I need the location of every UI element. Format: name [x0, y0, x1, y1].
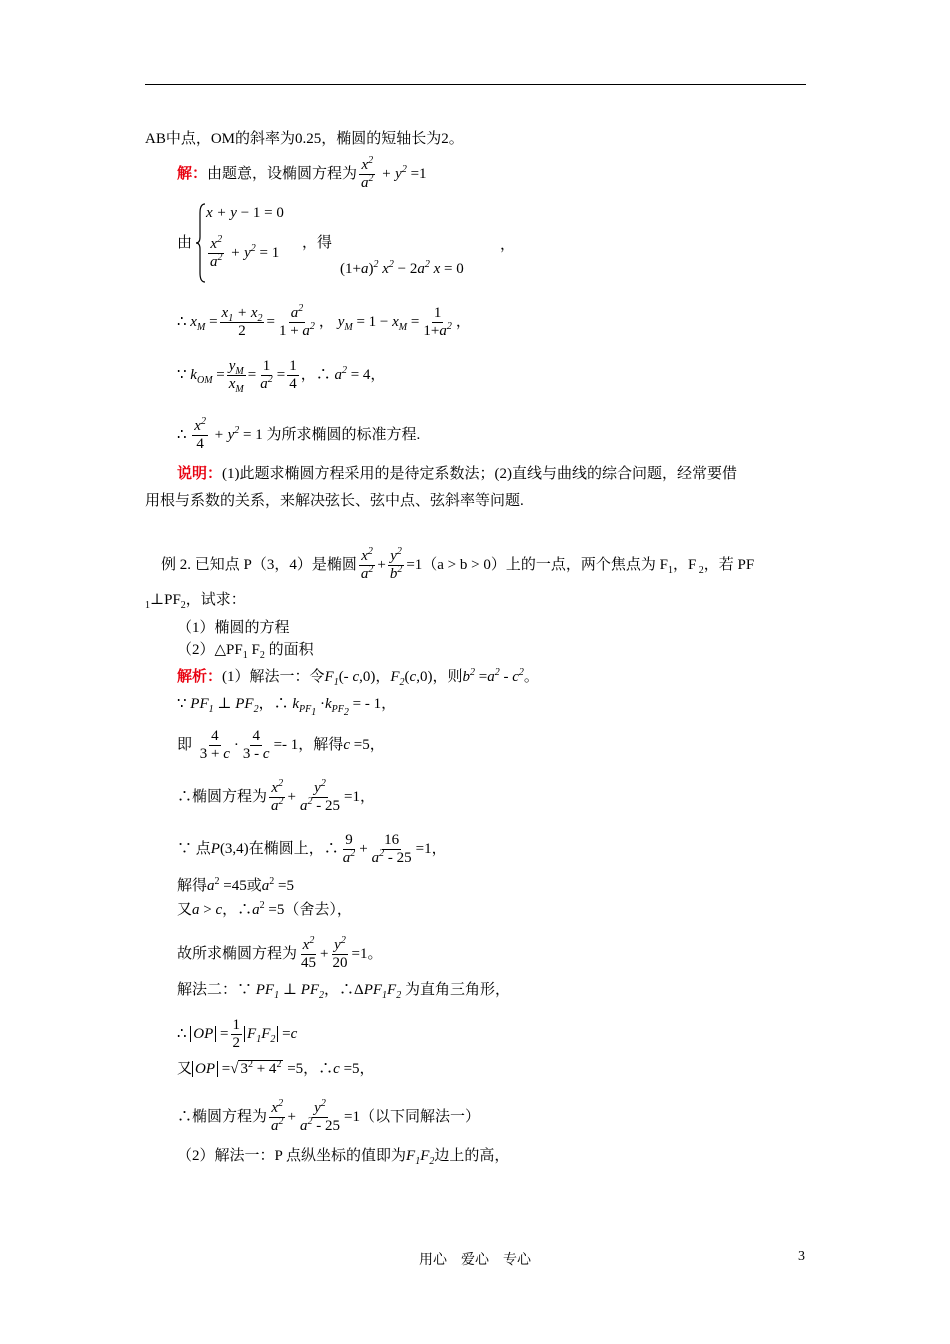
analysis-line: 解析：(1）解法一：令$F_1(-$ c,0)，$F_2(c,0)$，则$b^2 =a^2 - c^2$。 [177, 667, 539, 688]
intro-line: AB中点，OM的斜率为0.25，椭圆的短轴长为2。 [145, 131, 464, 147]
same-as-text: （以下同解法一） [359, 1109, 480, 1126]
on-ellipse-text: 在椭圆上，∴ [248, 841, 339, 858]
you-label: 又 [177, 902, 193, 918]
header-rule [145, 84, 806, 85]
std-equation-text: 为所求椭圆的标准方程. [266, 427, 421, 444]
example-2-line: 例 2. 已知点 P（3，4）是椭圆 $\frac{x^2}{a^2}$ + $\frac{y^2}{b^2}$ =1（a > b > 0）上的一点，两个焦点为 $F_1$，F $_2$，若 PF [161, 546, 755, 583]
system-eq-2: $\frac{x^2}{a^2}$ + $y^2 = 1$ [210, 234, 280, 271]
system-brace [196, 203, 206, 283]
question-1: （1）椭圆的方程 [177, 620, 290, 636]
op-half-line: ∴ OP = $\frac{1}{2}$ $F_1F_2 =c$ [177, 1017, 298, 1052]
analysis-text: (1）解法一：令 [222, 669, 325, 685]
method-2-label: 解法二：∵ [177, 982, 253, 998]
solution-text: 由题意，设椭圆方程为 [207, 166, 358, 183]
then-text: ，则 [432, 669, 463, 685]
part-2-tail: 边上的高， [434, 1148, 510, 1164]
system-eq-1: x + y − 1 = 0 [206, 205, 284, 221]
de-label: ，得 [302, 235, 333, 251]
jiede-label: 解得 [177, 878, 208, 894]
jiede-line: 解得$a^2 =45$或$a^2 =5$ [177, 876, 294, 894]
discard-text: （舍去）， [284, 902, 352, 918]
ji-label: 即 [177, 737, 193, 754]
part-2-text: （2）解法一：P 点纵坐标的值即为 [177, 1148, 407, 1164]
final-eq-line: 故所求椭圆方程为 $\frac{x^2}{45}$ + $\frac{y^2}{20}$ =1。 [177, 935, 383, 972]
std-equation: ∴ $\frac{x^2}{4}$ + $y^2 = 1$ 为所求椭圆的标准方程. [177, 416, 421, 453]
example-2-condition: =1（a > b > 0）上的一点，两个焦点为 F [406, 557, 668, 574]
note-line-2: 用根与系数的关系，来解决弦长、弦中点、弦斜率等问题. [145, 493, 524, 509]
op-sqrt-line: 又 OP =√ $3^2 + 4^2 =5$，∴c =5， [177, 1059, 375, 1077]
ellipse-fraction: $\frac{x^2}{a^2}$ [361, 155, 374, 192]
slope-equation: ∵ $k_{OM}$ = $\frac{y_M}{x_M}$ = $\frac{1}{a^2}$ = $\frac{1}{4}$ ，∴ $a^2 = 4$， [177, 358, 386, 396]
quadratic-eq: $(1+a)^2$ $x^2 - 2a^2$ x = 0 [340, 259, 464, 277]
xm-equation: ∴ $x_M$ = $\frac{x_1 + x_2}{2}$ = $\frac{a^2}{1 + a^2}$ ， $y_M = 1 - x_M$ = $\frac{1}{1+a^2}$ ， [177, 303, 471, 340]
ji-line: 即 $\frac{4}{3 + c}$ · $\frac{4}{3 - c}$ =- 1，解得c =5， [177, 728, 385, 763]
example-2-tail: ，若 PF [703, 557, 755, 574]
perp-line: ∵ $PF_1$ ⊥ $PF_2$，∴ $k_{PF_1} \cdot k_{PF_2}$ = - 1， [177, 696, 397, 718]
page-footer: 用心 爱心 专心 [419, 1253, 531, 1268]
ellipse-eq-line: ∴椭圆方程为 $\frac{x^2}{a^2}$ + $\frac{y^2}{a^2 - 25}$ =1， [177, 778, 375, 815]
from-label: 由 [177, 235, 193, 251]
ellipse-eq-line-2: ∴椭圆方程为 $\frac{x^2}{a^2}$ + $\frac{y^2}{a^2 - 25}$ =1（以下同解法一） [177, 1098, 480, 1135]
question-2-tail: 的面积 [268, 642, 314, 658]
example-2-line-2: $_1\perp PF_2$，试求： [145, 592, 246, 611]
note-label: 说明： [177, 466, 223, 482]
note-text-1: (1)此题求椭圆方程采用的是待定系数法；(2)直线与曲线的综合问题，经常要借 [222, 466, 737, 482]
example-2-prefix: 例 2. 已知点 P（3，4）是椭圆 [161, 557, 357, 574]
solution-label: 解： [177, 166, 208, 183]
right-tri-text: 为直角三角形， [404, 982, 510, 998]
page-number: 3 [798, 1249, 805, 1264]
perp-pf2: ⊥PF [150, 592, 181, 608]
note-line-1 [177, 467, 737, 482]
solve-c-text: ，解得 [298, 737, 344, 754]
question-2: $(2)\triangle PF_1$ $F_2$ 的面积 [177, 642, 314, 661]
method-2-line: 解法二：∵ $PF_1$ ⊥ $PF_2$，$\therefore\Delta PF_1F_2$ 为直角三角形， [177, 982, 510, 1001]
or-label: 或 [246, 878, 262, 894]
part-2-line: （2）解法一：P 点纵坐标的值即为$F_1F_2$边上的高， [177, 1148, 510, 1167]
comma-1: ， [500, 237, 516, 253]
solution-1-line: 解：由题意，设椭圆方程为 $\frac{x^2}{a^2}$ + $y^2 =1$ [177, 155, 427, 192]
ask-text: ，试求： [185, 592, 246, 608]
point-on-label: ∵ 点 [177, 841, 211, 858]
final-eq-label: 故所求椭圆方程为 [177, 946, 298, 963]
question-2-text: （2）△PF [177, 642, 243, 658]
point-on-line: ∵ 点P(3,4)在椭圆上，∴ $\frac{9}{a^2}$ + $\frac{16}{a^2 - 25}$ =1， [177, 832, 447, 867]
ellipse-eq-label-2: ∴椭圆方程为 [177, 1109, 268, 1126]
you-label-2: 又 [177, 1061, 193, 1077]
analysis-label: 解析： [177, 669, 223, 685]
discard-line: 又a > c，$\therefore a^2 =5$（舍去）， [177, 900, 352, 918]
ellipse-eq-label: ∴椭圆方程为 [177, 789, 268, 806]
